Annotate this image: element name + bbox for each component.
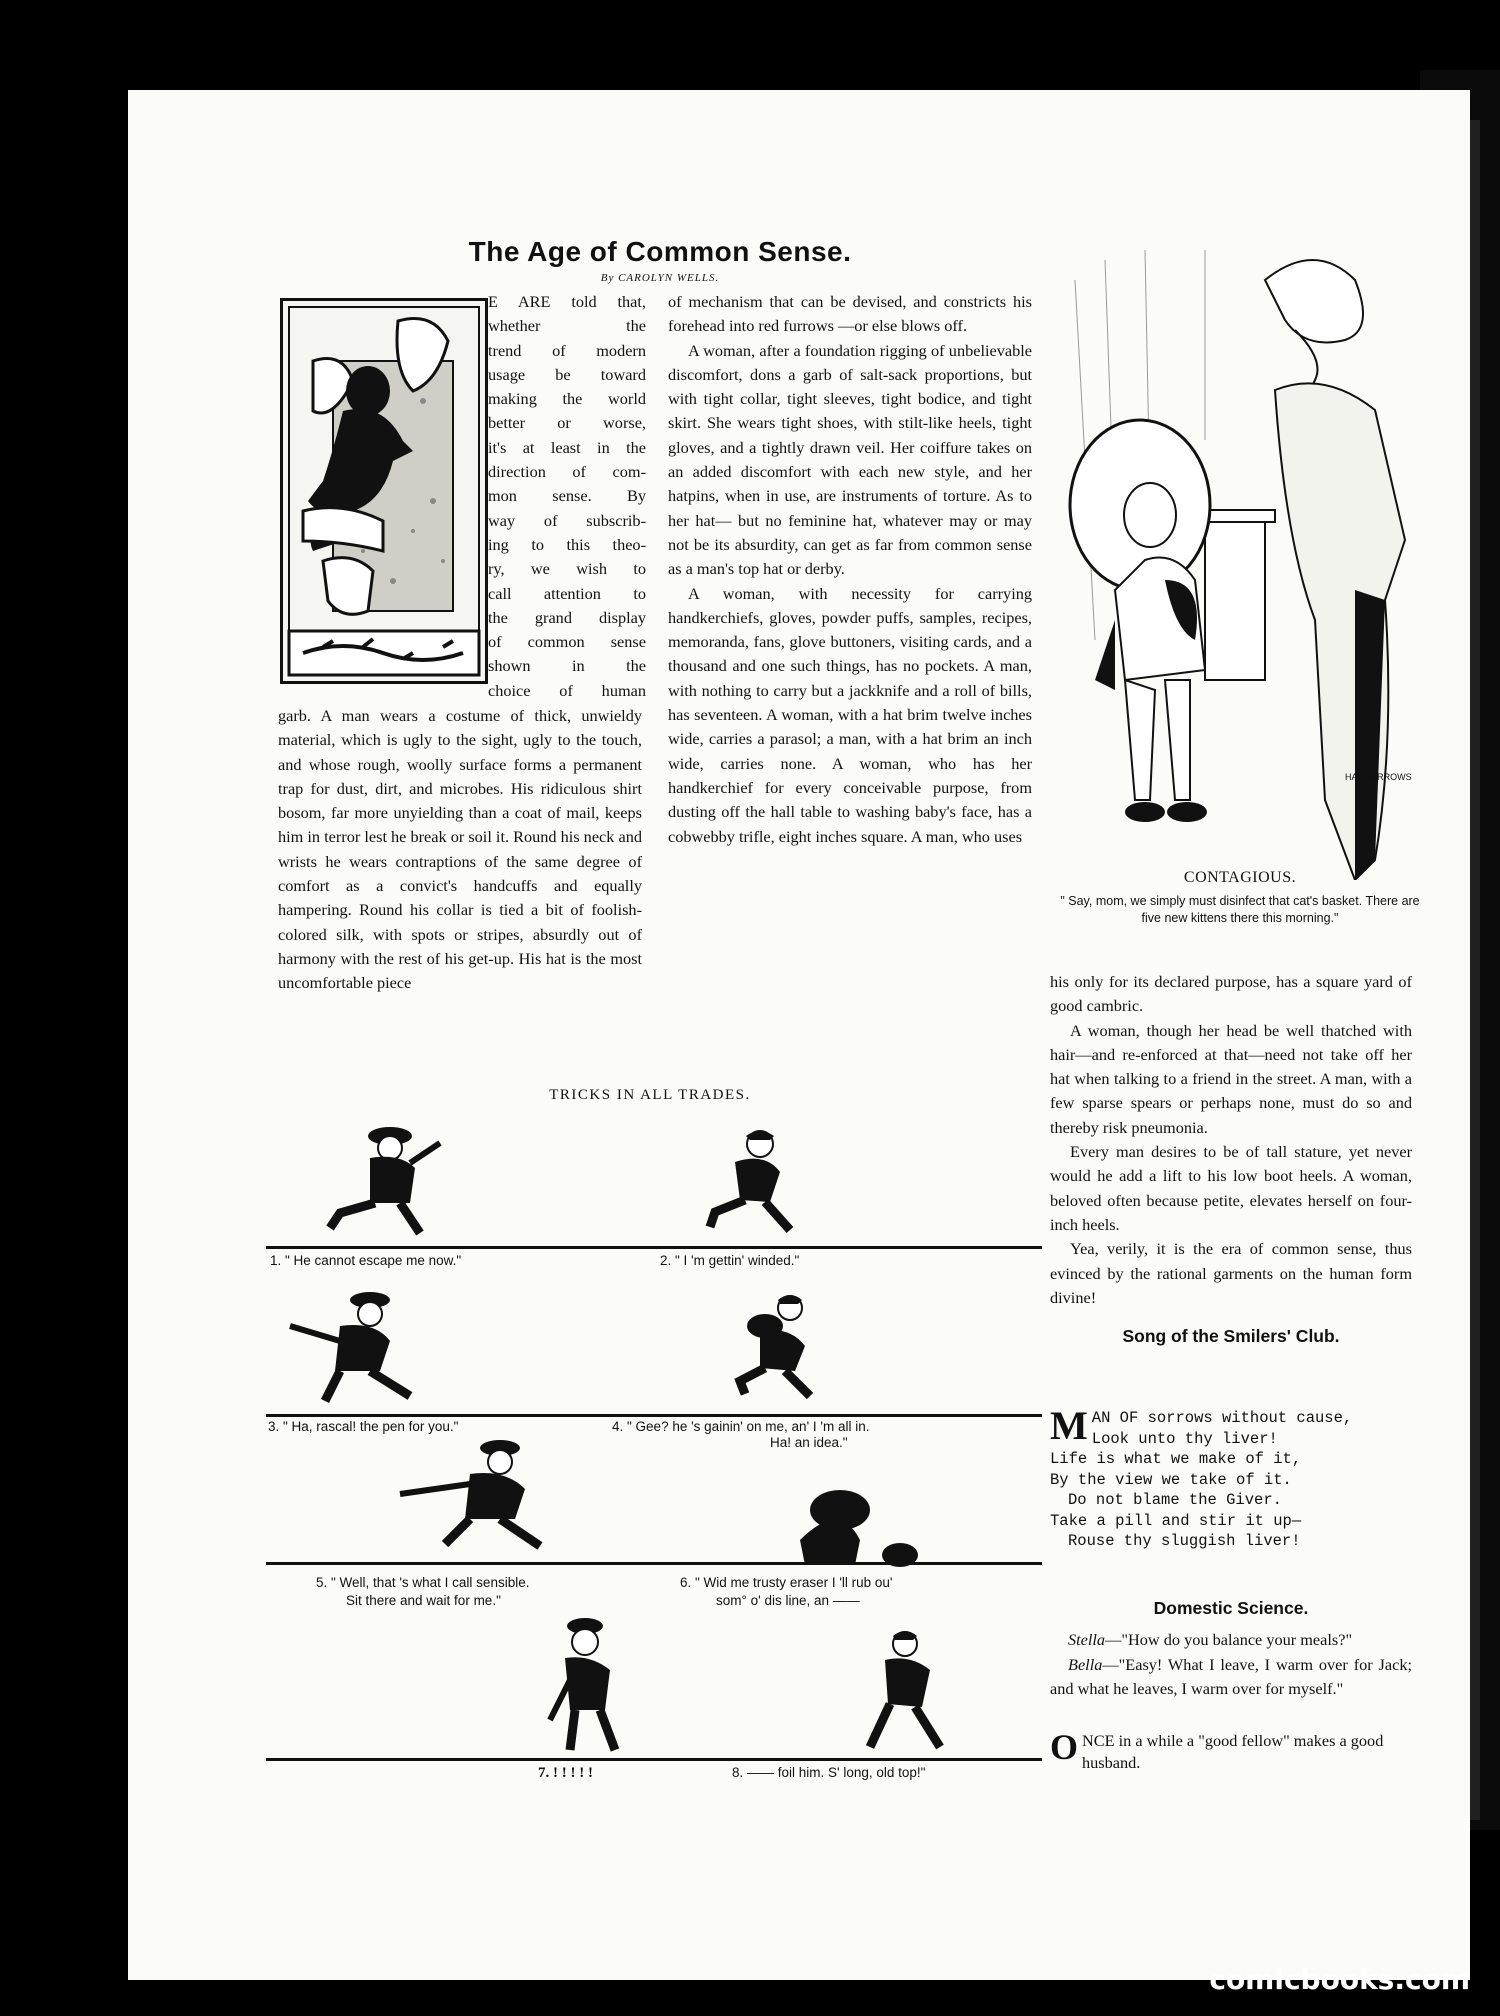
wrap-line: usage be toward	[488, 364, 646, 384]
quip-initial: O	[1050, 1727, 1079, 1767]
strip-caption-4-cont: Ha! an idea."	[770, 1435, 848, 1450]
wrap-line: ing to this theo-	[488, 534, 646, 554]
strip-divider	[266, 1758, 1042, 1761]
policeman-standing-icon	[530, 1610, 650, 1760]
article-column-2	[668, 290, 1032, 849]
strip-caption-6: 6. " Wid me trusty eraser I 'll rub ou'	[680, 1575, 893, 1590]
dropcap-wrapped-text	[488, 290, 646, 703]
article-paragraph: his only for its declared purpose, has a square yard of good cambric.	[1050, 972, 1412, 1016]
illustration-caption-title: CONTAGIOUS.	[1183, 869, 1297, 886]
article-byline: By CAROLYN WELLS.	[600, 272, 720, 284]
dialogue-line: Bella—"Easy! What I leave, I warm over for Jack; and what he leaves, I warm over for myself."	[1050, 1654, 1412, 1698]
poem-line: By the view we take of it.	[1050, 1470, 1292, 1489]
poem-line: Take a pill and stir it up—	[1050, 1511, 1302, 1530]
policeman-running-icon	[390, 1434, 560, 1554]
article-column-1	[278, 704, 642, 996]
wrap-line: E ARE told that,	[488, 292, 646, 311]
domestic-science	[1050, 1596, 1412, 1701]
poem-line: AN OF sorrows without cause,	[1091, 1409, 1353, 1427]
tricks-title: TRICKS IN ALL TRADES.	[549, 1087, 751, 1103]
wrap-line: making the world	[488, 389, 646, 409]
wrap-line: ry, we wish to	[488, 559, 646, 579]
article-column-3	[1050, 970, 1412, 1348]
thief-walking-icon	[850, 1622, 960, 1757]
silhouette-figure-icon	[283, 301, 485, 681]
wrap-line: it's at least in the	[488, 437, 646, 457]
wrap-line: shown in the	[488, 656, 646, 676]
strip-divider	[266, 1246, 1042, 1249]
wrap-line: trend of modern	[488, 340, 646, 360]
wrap-line: direction of com-	[488, 462, 646, 482]
wrap-line: choice of human	[488, 680, 646, 700]
policeman-running-icon	[320, 1118, 460, 1238]
poem-line: Rouse thy sluggish liver!	[1068, 1532, 1301, 1550]
strip-divider	[266, 1414, 1042, 1417]
site-watermark: comicbooks.com	[1209, 1963, 1470, 1996]
wrap-line: mon sense. By	[488, 486, 646, 506]
strip-caption-5: 5. " Well, that 's what I call sensible.	[316, 1575, 530, 1590]
illustration-caption-body: " Say, mom, we simply must disinfect that cat's basket. There are five new kittens there this morning."	[1060, 894, 1420, 925]
wrap-line: better or worse,	[488, 413, 646, 433]
article-paragraph: of mechanism that can be devised, and constricts his forehead into red furrows —or else blows off.	[668, 292, 1032, 336]
domestic-science-title: Domestic Science.	[1153, 1598, 1309, 1618]
policeman-running-icon	[280, 1286, 440, 1406]
wrap-line: call attention to	[488, 583, 646, 603]
article-title: The Age of Common Sense.	[468, 236, 852, 267]
poem-title: Song of the Smilers' Club.	[1122, 1326, 1340, 1347]
poem-line: Look unto thy liver!	[1091, 1429, 1278, 1448]
speaker-name: Bella	[1068, 1654, 1103, 1674]
strip-caption-8: 8. —— foil him. S' long, old top!"	[732, 1765, 926, 1780]
decorative-initial-illustration	[280, 298, 488, 684]
poem	[1050, 1403, 1420, 1552]
article-paragraph: A woman, after a foundation rigging of unbelievable discomfort, dons a garb of salt-sack proportions, but with tight collar, tight sleeves, tight bodice, and tight skirt. She wears tight shoes, with stilt-like heels, tight gloves, and a tightly drawn veil. Her coiffure takes on an added discomfort with each new style, and her hatpins, when in use, are instruments of torture. As to her hat— but no feminine hat, whatever may or may not be its absurdity, can get as far from common sense as a man's top hat or derby.	[668, 340, 1032, 579]
wrap-line: of common sense	[488, 632, 646, 652]
strip-caption-5-cont: Sit there and wait for me."	[346, 1593, 501, 1608]
article-paragraph: Every man desires to be of tall stature, yet never would he add a lift to his low boot heels. A woman, beloved often because petite, elevates herself on four-inch heels.	[1050, 1142, 1412, 1234]
poem-initial: M	[1050, 1403, 1088, 1448]
wrap-line: whether the	[488, 316, 646, 336]
contagious-illustration	[1055, 240, 1435, 880]
dialogue-line: Stella—"How do you balance your meals?"	[1068, 1630, 1353, 1650]
strip-divider	[266, 1562, 1042, 1565]
quip-text: NCE in a while a "good fellow" makes a good husband.	[1082, 1731, 1384, 1772]
thief-running-icon	[700, 1122, 810, 1237]
mother-and-child-icon	[1055, 240, 1435, 880]
strip-caption-4: 4. " Gee? he 's gainin' on me, an' I 'm all in.	[612, 1419, 870, 1434]
wrap-line: the grand display	[488, 607, 646, 627]
once-in-a-while-quip	[1050, 1727, 1412, 1774]
article-paragraph: garb. A man wears a costume of thick, unwieldy material, which is ugly to the sight, ugly to the touch, and whose rough, woolly surface forms a permanent trap for dust, dirt, and microbes. His ridiculous shirt bosom, far more unyielding than a coat of mail, keeps him in terror lest he break or soil it. Round his neck and wrists he wears contraptions of the same degree of comfort as a convict's handcuffs and equally hampering. Round his collar is tied a bit of foolish-colored silk, with spots or stripes, absurdly out of harmony with the rest of his get-up. His hat is the most uncomfortable piece	[278, 706, 642, 993]
poem-line: Life is what we make of it,	[1050, 1450, 1302, 1468]
article-paragraph: Yea, verily, it is the era of common sense, thus evinced by the rational garments on the human form divine!	[1050, 1239, 1412, 1307]
strip-caption-7: 7. ! ! ! ! !	[538, 1765, 593, 1781]
article-paragraph: A woman, though her head be well thatched with hair—and re-enforced at that—need not take off her hat when talking to a friend in the street. A man, with a few sparse spears or perhaps none, must do so and thereby risk pneumonia.	[1050, 1020, 1412, 1137]
illustration-signature: HAL BURROWS	[1345, 772, 1412, 782]
poem-line: Do not blame the Giver.	[1068, 1491, 1282, 1509]
thief-running-icon	[720, 1286, 830, 1406]
strip-caption-3: 3. " Ha, rascal! the pen for you."	[268, 1419, 459, 1434]
strip-caption-1: 1. " He cannot escape me now."	[270, 1253, 462, 1268]
speaker-name: Stella	[1068, 1630, 1106, 1650]
article-paragraph: A woman, with necessity for carrying handkerchiefs, gloves, powder puffs, samples, recipes, memoranda, fans, glove buttoners, visiting cards, and a thousand and one such things, has no pockets. A man, with nothing to carry but a jackknife and a roll of bills, has seventeen. A woman, with a hat brim twelve inches wide, carries a parasol; a man, with a hat brim an inch wide, carries none. A woman, who has her handkerchief for every conceivable purpose, from dusting off the hall table to washing baby's face, has a cobwebby trifle, eight inches square. A man, who uses	[668, 583, 1032, 846]
thief-crouching-icon	[760, 1480, 920, 1570]
strip-caption-6-cont: som° o' dis line, an ——	[716, 1593, 860, 1608]
wrap-line: way of subscrib-	[488, 510, 646, 530]
strip-caption-2: 2. " I 'm gettin' winded."	[660, 1253, 800, 1268]
